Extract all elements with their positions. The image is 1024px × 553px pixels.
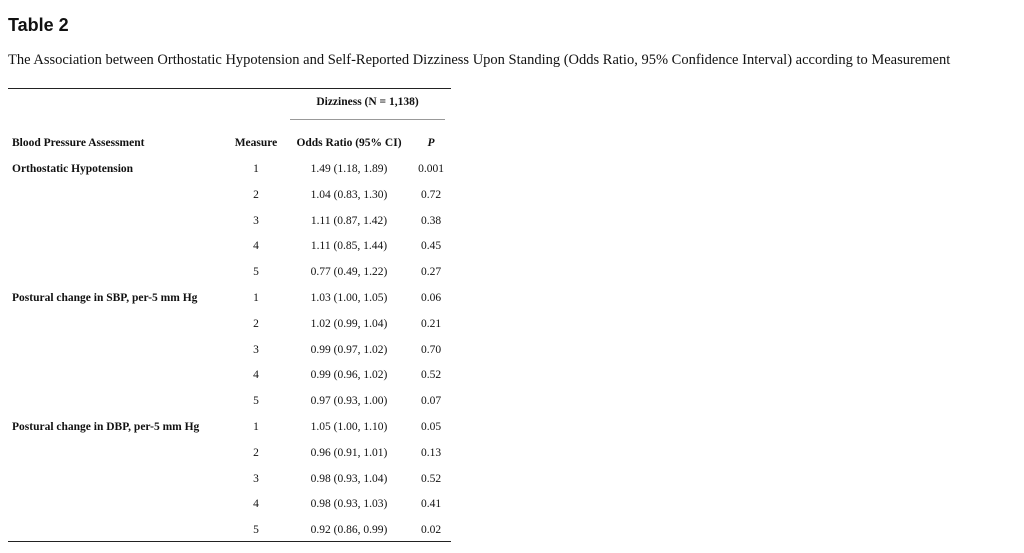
row-p-value: 0.70 (420, 344, 442, 356)
row-measure: 1 (253, 163, 259, 175)
row-measure: 4 (253, 498, 259, 510)
header-assessment: Blood Pressure Assessment (12, 137, 145, 149)
row-odds-ratio: 1.11 (0.85, 1.44) (310, 240, 388, 252)
row-odds-ratio: 1.49 (1.18, 1.89) (310, 163, 388, 175)
row-odds-ratio: 0.96 (0.91, 1.01) (310, 447, 388, 459)
row-odds-ratio: 0.99 (0.96, 1.02) (310, 369, 388, 381)
row-odds-ratio: 1.04 (0.83, 1.30) (310, 189, 388, 201)
row-p-value: 0.27 (420, 266, 442, 278)
table-title: Table 2 (8, 15, 69, 35)
row-p-value: 0.52 (420, 473, 442, 485)
row-p-value: 0.38 (420, 215, 442, 227)
row-measure: 2 (253, 189, 259, 201)
group-header-dizziness: Dizziness (N = 1,138) (316, 96, 419, 108)
table-bottom-rule (8, 541, 451, 542)
row-odds-ratio: 1.05 (1.00, 1.10) (310, 421, 388, 433)
row-p-value: 0.05 (420, 421, 442, 433)
row-measure: 5 (253, 524, 259, 536)
row-measure: 2 (253, 447, 259, 459)
row-odds-ratio: 1.02 (0.99, 1.04) (310, 318, 388, 330)
row-odds-ratio: 0.98 (0.93, 1.03) (310, 498, 388, 510)
row-measure: 1 (253, 292, 259, 304)
row-measure: 2 (253, 318, 259, 330)
row-p-value: 0.52 (420, 369, 442, 381)
row-p-value: 0.001 (418, 163, 444, 175)
row-label: Postural change in DBP, per-5 mm Hg (12, 421, 200, 433)
header-p-value: P (427, 137, 435, 149)
row-p-value: 0.21 (420, 318, 442, 330)
row-p-value: 0.41 (420, 498, 442, 510)
row-odds-ratio: 0.97 (0.93, 1.00) (310, 395, 388, 407)
row-label: Orthostatic Hypotension (12, 163, 134, 175)
header-measure: Measure (234, 137, 278, 149)
row-measure: 5 (253, 266, 259, 278)
row-p-value: 0.13 (420, 447, 442, 459)
row-measure: 1 (253, 421, 259, 433)
row-measure: 4 (253, 369, 259, 381)
row-measure: 3 (253, 215, 259, 227)
table-top-rule (8, 88, 451, 89)
row-odds-ratio: 0.92 (0.86, 0.99) (310, 524, 388, 536)
row-odds-ratio: 0.99 (0.97, 1.02) (310, 344, 388, 356)
row-measure: 4 (253, 240, 259, 252)
row-p-value: 0.07 (420, 395, 442, 407)
header-odds-ratio: Odds Ratio (95% CI) (296, 137, 402, 149)
table-caption: The Association between Orthostatic Hypotension and Self-Reported Dizziness Upon Standing (Odds Ratio, 95% Confidence Interval) according to Measurement (8, 52, 951, 68)
row-p-value: 0.06 (420, 292, 442, 304)
row-p-value: 0.72 (420, 189, 442, 201)
row-odds-ratio: 1.03 (1.00, 1.05) (310, 292, 388, 304)
row-odds-ratio: 1.11 (0.87, 1.42) (310, 215, 388, 227)
row-odds-ratio: 0.77 (0.49, 1.22) (310, 266, 388, 278)
row-measure: 3 (253, 473, 259, 485)
row-measure: 5 (253, 395, 259, 407)
row-p-value: 0.02 (420, 524, 442, 536)
row-label: Postural change in SBP, per-5 mm Hg (12, 292, 198, 304)
row-p-value: 0.45 (420, 240, 442, 252)
row-odds-ratio: 0.98 (0.93, 1.04) (310, 473, 388, 485)
row-measure: 3 (253, 344, 259, 356)
group-header-rule (290, 119, 445, 120)
